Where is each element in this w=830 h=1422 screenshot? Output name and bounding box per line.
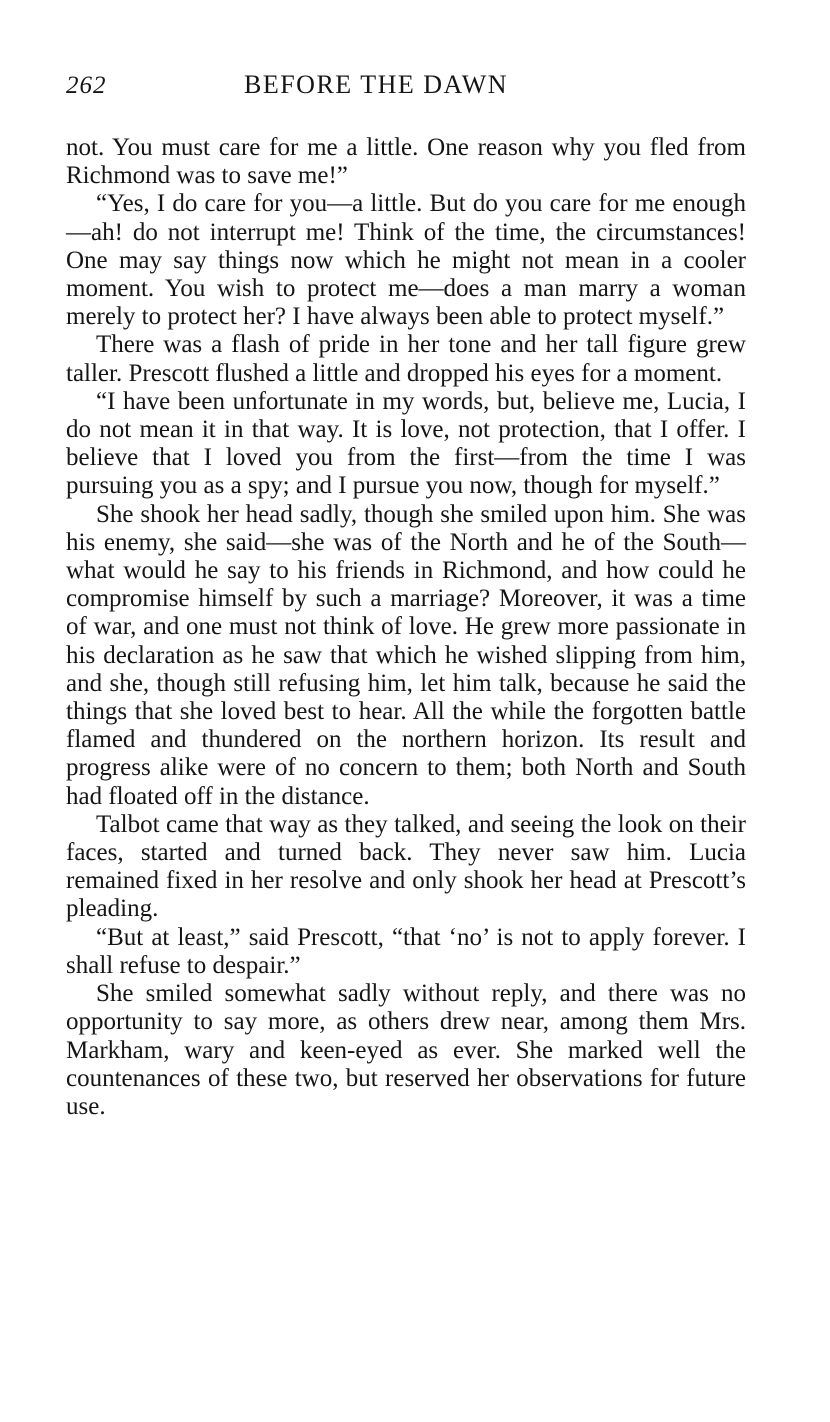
paragraph-7: “But at least,” said Prescott, “that ‘no’ is not to apply forever. I shall refuse to despair.” <box>66 923 746 979</box>
paragraph-6: Talbot came that way as they talked, and seeing the look on their faces, started and turned back. They never saw him. Lucia remained fixed in her resolve and only shook her head at Prescott’s pleading. <box>66 810 746 923</box>
body-text <box>66 134 746 1121</box>
book-title: BEFORE THE DAWN <box>244 70 509 99</box>
book-page <box>66 70 746 1121</box>
paragraph-8: She smiled somewhat sadly without reply, and there was no opportunity to say more, as others drew near, among them Mrs. Markham, wary and keen-eyed as ever. She marked well the countenances of these two, but reserved her observations for future use. <box>66 980 746 1120</box>
paragraph-2: “Yes, I do care for you—a little. But do you care for me enough—ah! do not interrupt me! Think of the time, the circumstances! One may say things now which he might not mean in a cooler moment. You wish to protect me—does a man marry a woman merely to protect her? I have always been able to protect myself.” <box>66 190 746 331</box>
paragraph-1: not. You must care for me a little. One reason why you fled from Richmond was to save me!” <box>66 134 746 190</box>
running-head <box>66 70 746 110</box>
paragraph-4: “I have been unfortunate in my words, but, believe me, Lucia, I do not mean it in that way. It is love, not protection, that I offer. I believe that I loved you from the first—from the time I was pursuing you as a spy; and I pursue you now, though for myself.” <box>66 387 746 500</box>
page-number: 262 <box>66 72 107 99</box>
paragraph-5: She shook her head sadly, though she smiled upon him. She was his enemy, she said—she was of the North and he of the South—what would he say to his friends in Richmond, and how could he compromise himself by such a marriage? Moreover, it was a time of war, and one must not think of love. He grew more passionate in his declaration as he saw that which he wished slipping from him, and she, though still refusing him, let him talk, because he said the things that she loved best to hear. All the while the forgotten battle flamed and thundered on the northern horizon. Its result and progress alike were of no concern to them; both North and South had floated off in the distance. <box>66 500 746 810</box>
paragraph-3: There was a flash of pride in her tone and her tall figure grew taller. Prescott flushed a little and dropped his eyes for a moment. <box>66 331 746 387</box>
